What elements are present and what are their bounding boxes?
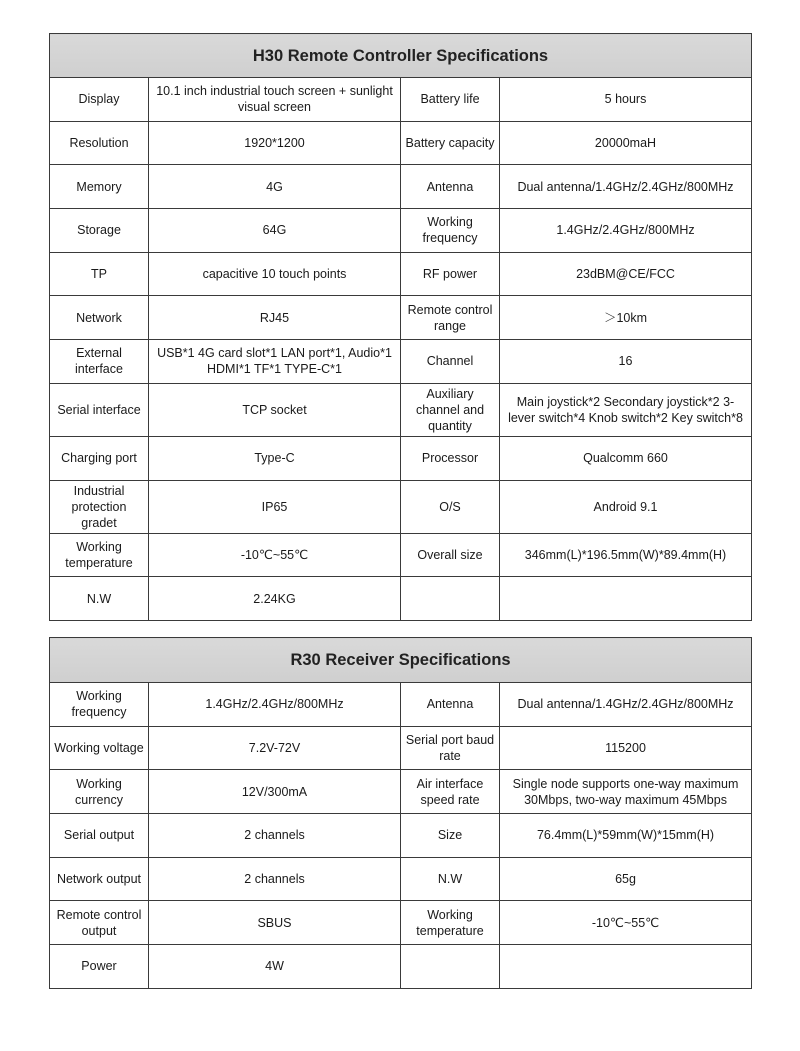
table-row — [50, 121, 752, 165]
spec-label: Power — [50, 945, 149, 989]
spec-label: Antenna — [401, 165, 500, 209]
spec-label: Working frequency — [401, 209, 500, 253]
spec-value: Dual antenna/1.4GHz/2.4GHz/800MHz — [500, 165, 752, 209]
table-row — [50, 577, 752, 621]
spec-label: Display — [50, 78, 149, 122]
spec-label: N.W — [50, 577, 149, 621]
table-row — [50, 533, 752, 577]
spec-label — [401, 577, 500, 621]
spec-value: 1.4GHz/2.4GHz/800MHz — [500, 209, 752, 253]
spec-value: 4W — [149, 945, 401, 989]
spec-value: 76.4mm(L)*59mm(W)*15mm(H) — [500, 814, 752, 858]
spec-value: 20000maH — [500, 121, 752, 165]
spec-label: Working currency — [50, 770, 149, 814]
spec-label: Battery life — [401, 78, 500, 122]
table-row — [50, 480, 752, 533]
spec-label: Auxiliary channel and quantity — [401, 383, 500, 436]
spec-value: ＞10km — [500, 296, 752, 340]
spec-label: Industrial protection gradet — [50, 480, 149, 533]
table-row — [50, 726, 752, 770]
spec-value: IP65 — [149, 480, 401, 533]
spec-value: 12V/300mA — [149, 770, 401, 814]
spec-value: 5 hours — [500, 78, 752, 122]
r30-table-title: R30 Receiver Specifications — [50, 638, 752, 683]
spec-value: 2 channels — [149, 814, 401, 858]
spec-label: Storage — [50, 209, 149, 253]
r30-spec-table — [49, 637, 752, 989]
spec-label: Serial output — [50, 814, 149, 858]
spec-value: Dual antenna/1.4GHz/2.4GHz/800MHz — [500, 683, 752, 727]
r30-table-body — [50, 683, 752, 989]
spec-label: External interface — [50, 340, 149, 384]
spec-label: Working frequency — [50, 683, 149, 727]
spec-label: TP — [50, 252, 149, 296]
table-row — [50, 901, 752, 945]
spec-value — [500, 577, 752, 621]
h30-spec-table — [49, 33, 752, 621]
table-row — [50, 296, 752, 340]
spec-label: Remote control range — [401, 296, 500, 340]
spec-value: Type-C — [149, 436, 401, 480]
spec-label: Size — [401, 814, 500, 858]
spec-value: 115200 — [500, 726, 752, 770]
h30-table-body — [50, 78, 752, 621]
spec-label: Air interface speed rate — [401, 770, 500, 814]
spec-label: Processor — [401, 436, 500, 480]
spec-label: Charging port — [50, 436, 149, 480]
spec-value: 2 channels — [149, 857, 401, 901]
table-row — [50, 814, 752, 858]
spec-label: Memory — [50, 165, 149, 209]
spec-value: TCP socket — [149, 383, 401, 436]
spec-label: Overall size — [401, 533, 500, 577]
spec-value: -10℃~55℃ — [149, 533, 401, 577]
spec-label: Channel — [401, 340, 500, 384]
spec-label: O/S — [401, 480, 500, 533]
spec-value: 2.24KG — [149, 577, 401, 621]
spec-value: SBUS — [149, 901, 401, 945]
table-row — [50, 383, 752, 436]
table-row — [50, 857, 752, 901]
spec-value: capacitive 10 touch points — [149, 252, 401, 296]
spec-value: USB*1 4G card slot*1 LAN port*1, Audio*1 HDMI*1 TF*1 TYPE-C*1 — [149, 340, 401, 384]
spec-value: -10℃~55℃ — [500, 901, 752, 945]
spec-value: Single node supports one-way maximum 30Mbps, two-way maximum 45Mbps — [500, 770, 752, 814]
spec-value: Android 9.1 — [500, 480, 752, 533]
r30-title-row — [50, 638, 752, 683]
spec-value: 346mm(L)*196.5mm(W)*89.4mm(H) — [500, 533, 752, 577]
spec-label: Working temperature — [401, 901, 500, 945]
spec-value: 7.2V-72V — [149, 726, 401, 770]
spec-value: Main joystick*2 Secondary joystick*2 3-lever switch*4 Knob switch*2 Key switch*8 — [500, 383, 752, 436]
spec-label: Network output — [50, 857, 149, 901]
spec-value: 64G — [149, 209, 401, 253]
spec-label: Antenna — [401, 683, 500, 727]
spec-label: Remote control output — [50, 901, 149, 945]
spec-label: Working voltage — [50, 726, 149, 770]
spec-label: Serial interface — [50, 383, 149, 436]
table-row — [50, 252, 752, 296]
h30-title-row — [50, 34, 752, 78]
table-row — [50, 340, 752, 384]
table-row — [50, 209, 752, 253]
h30-table-title: H30 Remote Controller Specifications — [50, 34, 752, 78]
spec-value: 65g — [500, 857, 752, 901]
table-row — [50, 945, 752, 989]
spec-value: 23dBM@CE/FCC — [500, 252, 752, 296]
spec-value — [500, 945, 752, 989]
spec-value: 1920*1200 — [149, 121, 401, 165]
spec-value: 16 — [500, 340, 752, 384]
table-row — [50, 770, 752, 814]
spec-label: Resolution — [50, 121, 149, 165]
spec-value: 10.1 inch industrial touch screen + sunlight visual screen — [149, 78, 401, 122]
table-row — [50, 683, 752, 727]
spec-value: 4G — [149, 165, 401, 209]
spec-label: Serial port baud rate — [401, 726, 500, 770]
table-row — [50, 78, 752, 122]
spec-label: N.W — [401, 857, 500, 901]
table-row — [50, 165, 752, 209]
spec-value: RJ45 — [149, 296, 401, 340]
spec-label: Working temperature — [50, 533, 149, 577]
spec-label — [401, 945, 500, 989]
spec-label: Battery capacity — [401, 121, 500, 165]
spec-value: Qualcomm 660 — [500, 436, 752, 480]
spec-value: 1.4GHz/2.4GHz/800MHz — [149, 683, 401, 727]
table-row — [50, 436, 752, 480]
spec-label: Network — [50, 296, 149, 340]
spec-label: RF power — [401, 252, 500, 296]
